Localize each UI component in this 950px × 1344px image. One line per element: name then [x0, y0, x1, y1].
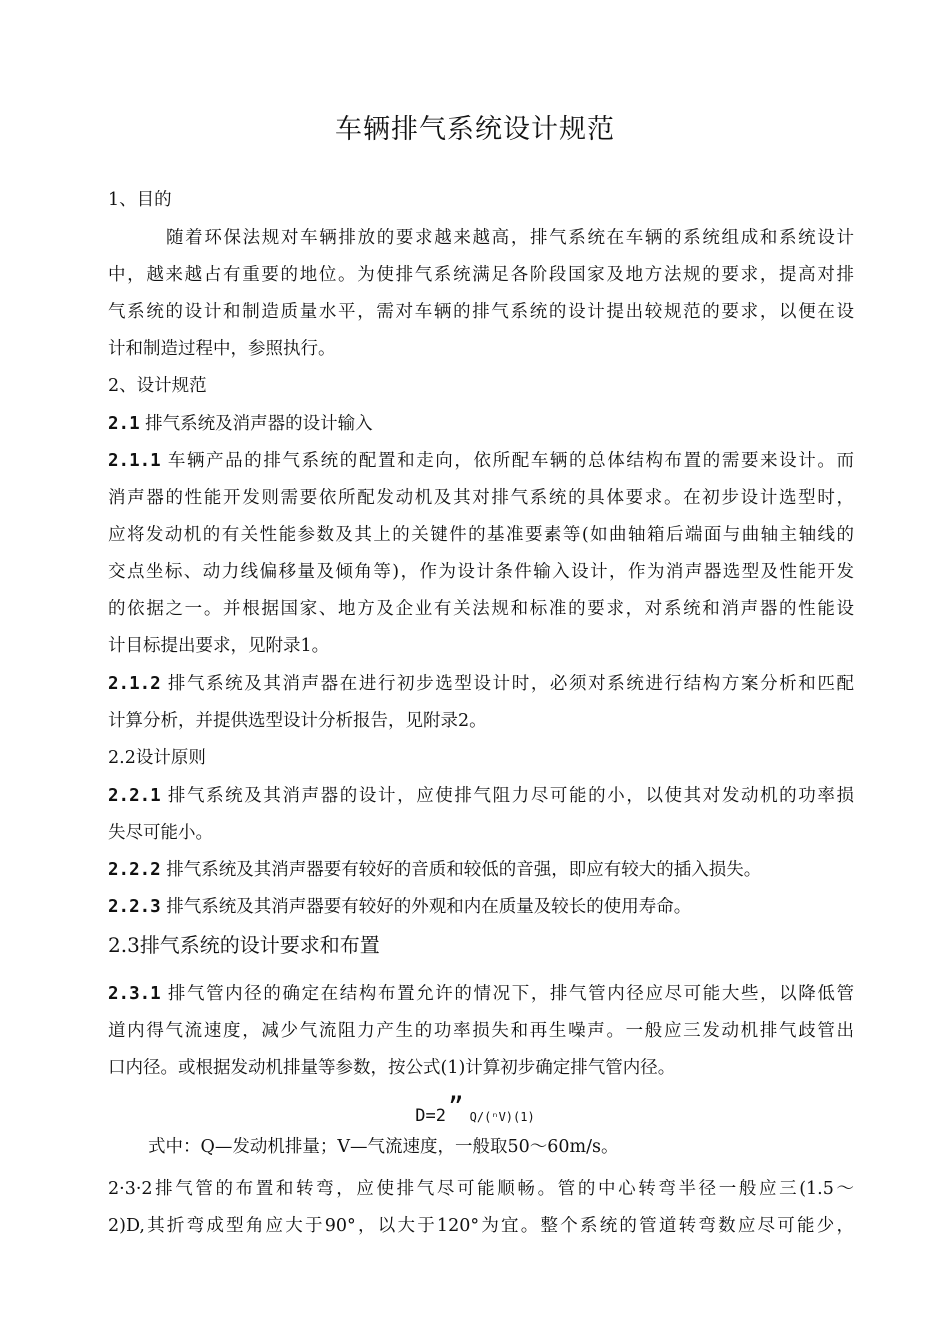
- clause-text: 排气系统及其消声器在进行初步选型设计时，必须对系统进行结构方案分析和匹配: [160, 674, 854, 694]
- paragraph-line: 2·3·2排气管的布置和转弯，应使排气尽可能顺畅。管的中心转弯半径一般应三(1.5〜: [108, 1179, 854, 1199]
- paragraph-line: 道内得气流速度，减少气流阻力产生的功率损失和再生噪声。一般应三发动机排气歧管出: [108, 1021, 854, 1041]
- formula-rest: Q/(ⁿV)(1): [469, 1110, 535, 1124]
- formula: [0, 1092, 950, 1129]
- paragraph-line: 中，越来越占有重要的地位。为使排气系统满足各阶段国家及地方法规的要求，提高对排: [108, 265, 854, 285]
- section-heading-spec: 2、设计规范: [108, 376, 207, 396]
- paragraph-line: [108, 858, 854, 882]
- formula-explanation: 式中：Q—发动机排量；V—气流速度，一般取50〜60m/s。: [148, 1137, 619, 1157]
- clause-number: 2.1: [108, 414, 140, 434]
- paragraph-line: 的依据之一。并根据国家、地方及企业有关法规和标准的要求，对系统和消声器的性能设: [108, 599, 854, 619]
- clause-text: 排气管内径的确定在结构布置允许的情况下，排气管内径应尽可能大些，以降低管: [160, 984, 854, 1004]
- clause-number: 2.2.2: [108, 860, 161, 880]
- clause-number: 2.1.2: [108, 674, 161, 694]
- clause-number: 2.3: [108, 933, 140, 957]
- clause-number: 2.2.3: [108, 897, 161, 917]
- formula-main: D=2: [415, 1106, 447, 1126]
- paragraph-line: [108, 895, 854, 919]
- paragraph-line: [108, 784, 854, 808]
- clause-text: 排气系统及其消声器要有较好的音质和较低的音强，即应有较大的插入损失。: [160, 860, 762, 880]
- paragraph-line: 气系统的设计和制造质量水平，需对车辆的排气系统的设计提出较规范的要求，以便在设: [108, 302, 854, 322]
- clause-text: 排气系统及其消声器要有较好的外观和内在质量及较长的使用寿命。: [160, 897, 692, 917]
- paragraph-line: 计和制造过程中，参照执行。: [108, 339, 336, 359]
- paragraph-line: 2)D,其折弯成型角应大于90°，以大于120°为宜。整个系统的管道转弯数应尽可能少，: [108, 1216, 854, 1236]
- subsection-heading: 2.2设计原则: [108, 748, 206, 768]
- section-heading-purpose: 1、目的: [108, 190, 172, 210]
- clause-text: 排气系统及消声器的设计输入: [139, 414, 373, 434]
- clause-text: 车辆产品的排气系统的配置和走向，依所配车辆的总体结构布置的需要来设计。而: [160, 451, 854, 471]
- paragraph-line: 计算分析，并提供选型设计分析报告，见附录2。: [108, 711, 487, 731]
- paragraph-line: 失尽可能小。: [108, 823, 213, 843]
- clause-number: 2.1.1: [108, 451, 161, 471]
- subsection-heading: [108, 933, 854, 957]
- clause-text: 排气系统及其消声器的设计，应使排气阻力尽可能的小，以使其对发动机的功率损: [160, 786, 854, 806]
- paragraph-line: [108, 672, 854, 696]
- formula-mark: ”: [448, 1092, 464, 1122]
- paragraph-line: 交点坐标、动力线偏移量及倾角等)，作为设计条件输入设计，作为消声器选型及性能开发: [108, 562, 854, 582]
- paragraph-line: 计目标提出要求，见附录1。: [108, 636, 330, 656]
- clause-number: 2.2.1: [108, 786, 161, 806]
- paragraph-line: 应将发动机的有关性能参数及其上的关键件的基准要素等(如曲轴箱后端面与曲轴主轴线的: [108, 525, 854, 545]
- paragraph-line: 随着环保法规对车辆排放的要求越来越高，排气系统在车辆的系统组成和系统设计: [166, 228, 854, 248]
- clause-number: 2.3.1: [108, 984, 161, 1004]
- paragraph-line: [108, 449, 854, 473]
- paragraph-line: 口内径。或根据发动机排量等参数，按公式(1)计算初步确定排气管内径。: [108, 1058, 676, 1078]
- subsection-heading: [108, 412, 854, 436]
- paragraph-line: 消声器的性能开发则需要依所配发动机及其对排气系统的具体要求。在初步设计选型时，: [108, 488, 854, 508]
- clause-text: 排气系统的设计要求和布置: [139, 933, 380, 957]
- paragraph-line: [108, 982, 854, 1006]
- document-title: 车辆排气系统设计规范: [335, 114, 615, 145]
